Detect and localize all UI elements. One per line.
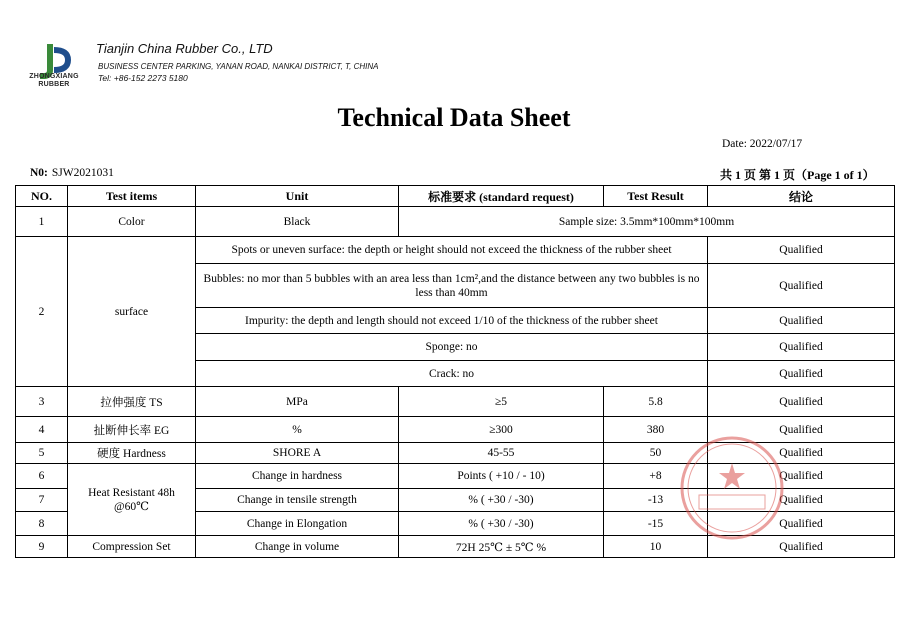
table-row: [16, 417, 895, 443]
standard-spots: Spots or uneven surface: the depth or height should not exceed the thickness of the rubber sheet: [196, 237, 708, 264]
standard-sponge: Sponge: no: [196, 334, 708, 361]
doc-no-value: SJW2021031: [51, 167, 114, 179]
unit-cell: MPa: [196, 387, 399, 417]
conclusion-cell: Qualified: [708, 489, 895, 512]
conclusion-cell: Qualified: [708, 308, 895, 334]
unit-cell: %: [196, 417, 399, 443]
row-no: 6: [16, 464, 68, 489]
standard-cell: % ( +30 / -30): [399, 489, 604, 512]
page-title: Technical Data Sheet: [337, 103, 571, 132]
standard-cell: ≥5: [399, 387, 604, 417]
table-row: [16, 207, 895, 237]
conclusion-cell: Qualified: [708, 512, 895, 536]
table-row: [16, 387, 895, 417]
company-tel: Tel: +86-152 2273 5180: [98, 73, 188, 83]
row-no: 4: [16, 417, 68, 443]
row-no: 9: [16, 536, 68, 558]
row-no: 2: [16, 237, 68, 387]
conclusion-cell: Qualified: [708, 443, 895, 464]
technical-data-table: [15, 185, 895, 558]
result-cell: 5.8: [604, 387, 708, 417]
test-item: Compression Set: [68, 536, 196, 558]
conclusion-cell: Qualified: [708, 464, 895, 489]
standard-cell: 72H 25℃ ± 5℃ %: [399, 536, 604, 558]
row-no: 8: [16, 512, 68, 536]
table-row: [16, 237, 895, 264]
test-item: surface: [68, 237, 196, 387]
row-no: 5: [16, 443, 68, 464]
row-no: 7: [16, 489, 68, 512]
row-no: 3: [16, 387, 68, 417]
row-no: 1: [16, 207, 68, 237]
unit-cell: Change in hardness: [196, 464, 399, 489]
logo-text: ZHONGXIANG RUBBER: [29, 73, 79, 88]
table-header-row: [16, 186, 895, 207]
unit-cell: SHORE A: [196, 443, 399, 464]
unit-cell: Black: [196, 207, 399, 237]
standard-cell: 45-55: [399, 443, 604, 464]
test-item: 硬度 Hardness: [68, 443, 196, 464]
col-header-no: NO.: [16, 186, 68, 207]
standard-crack: Crack: no: [196, 361, 708, 387]
col-header-conclusion: 结论: [708, 186, 895, 207]
conclusion-cell: Qualified: [708, 536, 895, 558]
test-item-heat-resistant: Heat Resistant 48h @60℃: [68, 464, 196, 536]
result-cell: -15: [604, 512, 708, 536]
page-info: 共 1 页 第 1 页（Page 1 of 1）: [720, 168, 875, 182]
col-header-test-items: Test items: [68, 186, 196, 207]
unit-cell: Change in volume: [196, 536, 399, 558]
test-item: 扯断伸长率 EG: [68, 417, 196, 443]
table-row: [16, 536, 895, 558]
test-item: 拉伸强度 TS: [68, 387, 196, 417]
conclusion-cell: Qualified: [708, 361, 895, 387]
conclusion-cell: Qualified: [708, 264, 895, 308]
col-header-unit: Unit: [196, 186, 399, 207]
col-header-standard: 标准要求 (standard request): [399, 186, 604, 207]
document-date: Date: 2022/07/17: [722, 138, 803, 150]
document-number: [30, 167, 114, 179]
result-cell: 10: [604, 536, 708, 558]
company-address: BUSINESS CENTER PARKING, YANAN ROAD, NANKAI DISTRICT, T, CHINA: [98, 62, 379, 71]
sample-size-cell: Sample size: 3.5mm*100mm*100mm: [399, 207, 895, 237]
unit-cell: Change in tensile strength: [196, 489, 399, 512]
col-header-test-result: Test Result: [604, 186, 708, 207]
standard-cell: % ( +30 / -30): [399, 512, 604, 536]
standard-bubbles: Bubbles: no mor than 5 bubbles with an area less than 1cm²,and the distance between any two bubbles is no less than 40mm: [196, 264, 708, 308]
standard-impurity: Impurity: the depth and length should not exceed 1/10 of the thickness of the rubber sheet: [196, 308, 708, 334]
result-cell: 380: [604, 417, 708, 443]
unit-cell: Change in Elongation: [196, 512, 399, 536]
result-cell: 50: [604, 443, 708, 464]
result-cell: +8: [604, 464, 708, 489]
standard-cell: Points ( +10 / - 10): [399, 464, 604, 489]
table-row: [16, 464, 895, 489]
doc-no-label: N0:: [30, 167, 48, 179]
table-row: [16, 443, 895, 464]
conclusion-cell: Qualified: [708, 334, 895, 361]
conclusion-cell: Qualified: [708, 417, 895, 443]
test-item: Color: [68, 207, 196, 237]
result-cell: -13: [604, 489, 708, 512]
company-name: Tianjin China Rubber Co., LTD: [96, 41, 273, 56]
conclusion-cell: Qualified: [708, 387, 895, 417]
standard-cell: ≥300: [399, 417, 604, 443]
conclusion-cell: Qualified: [708, 237, 895, 264]
